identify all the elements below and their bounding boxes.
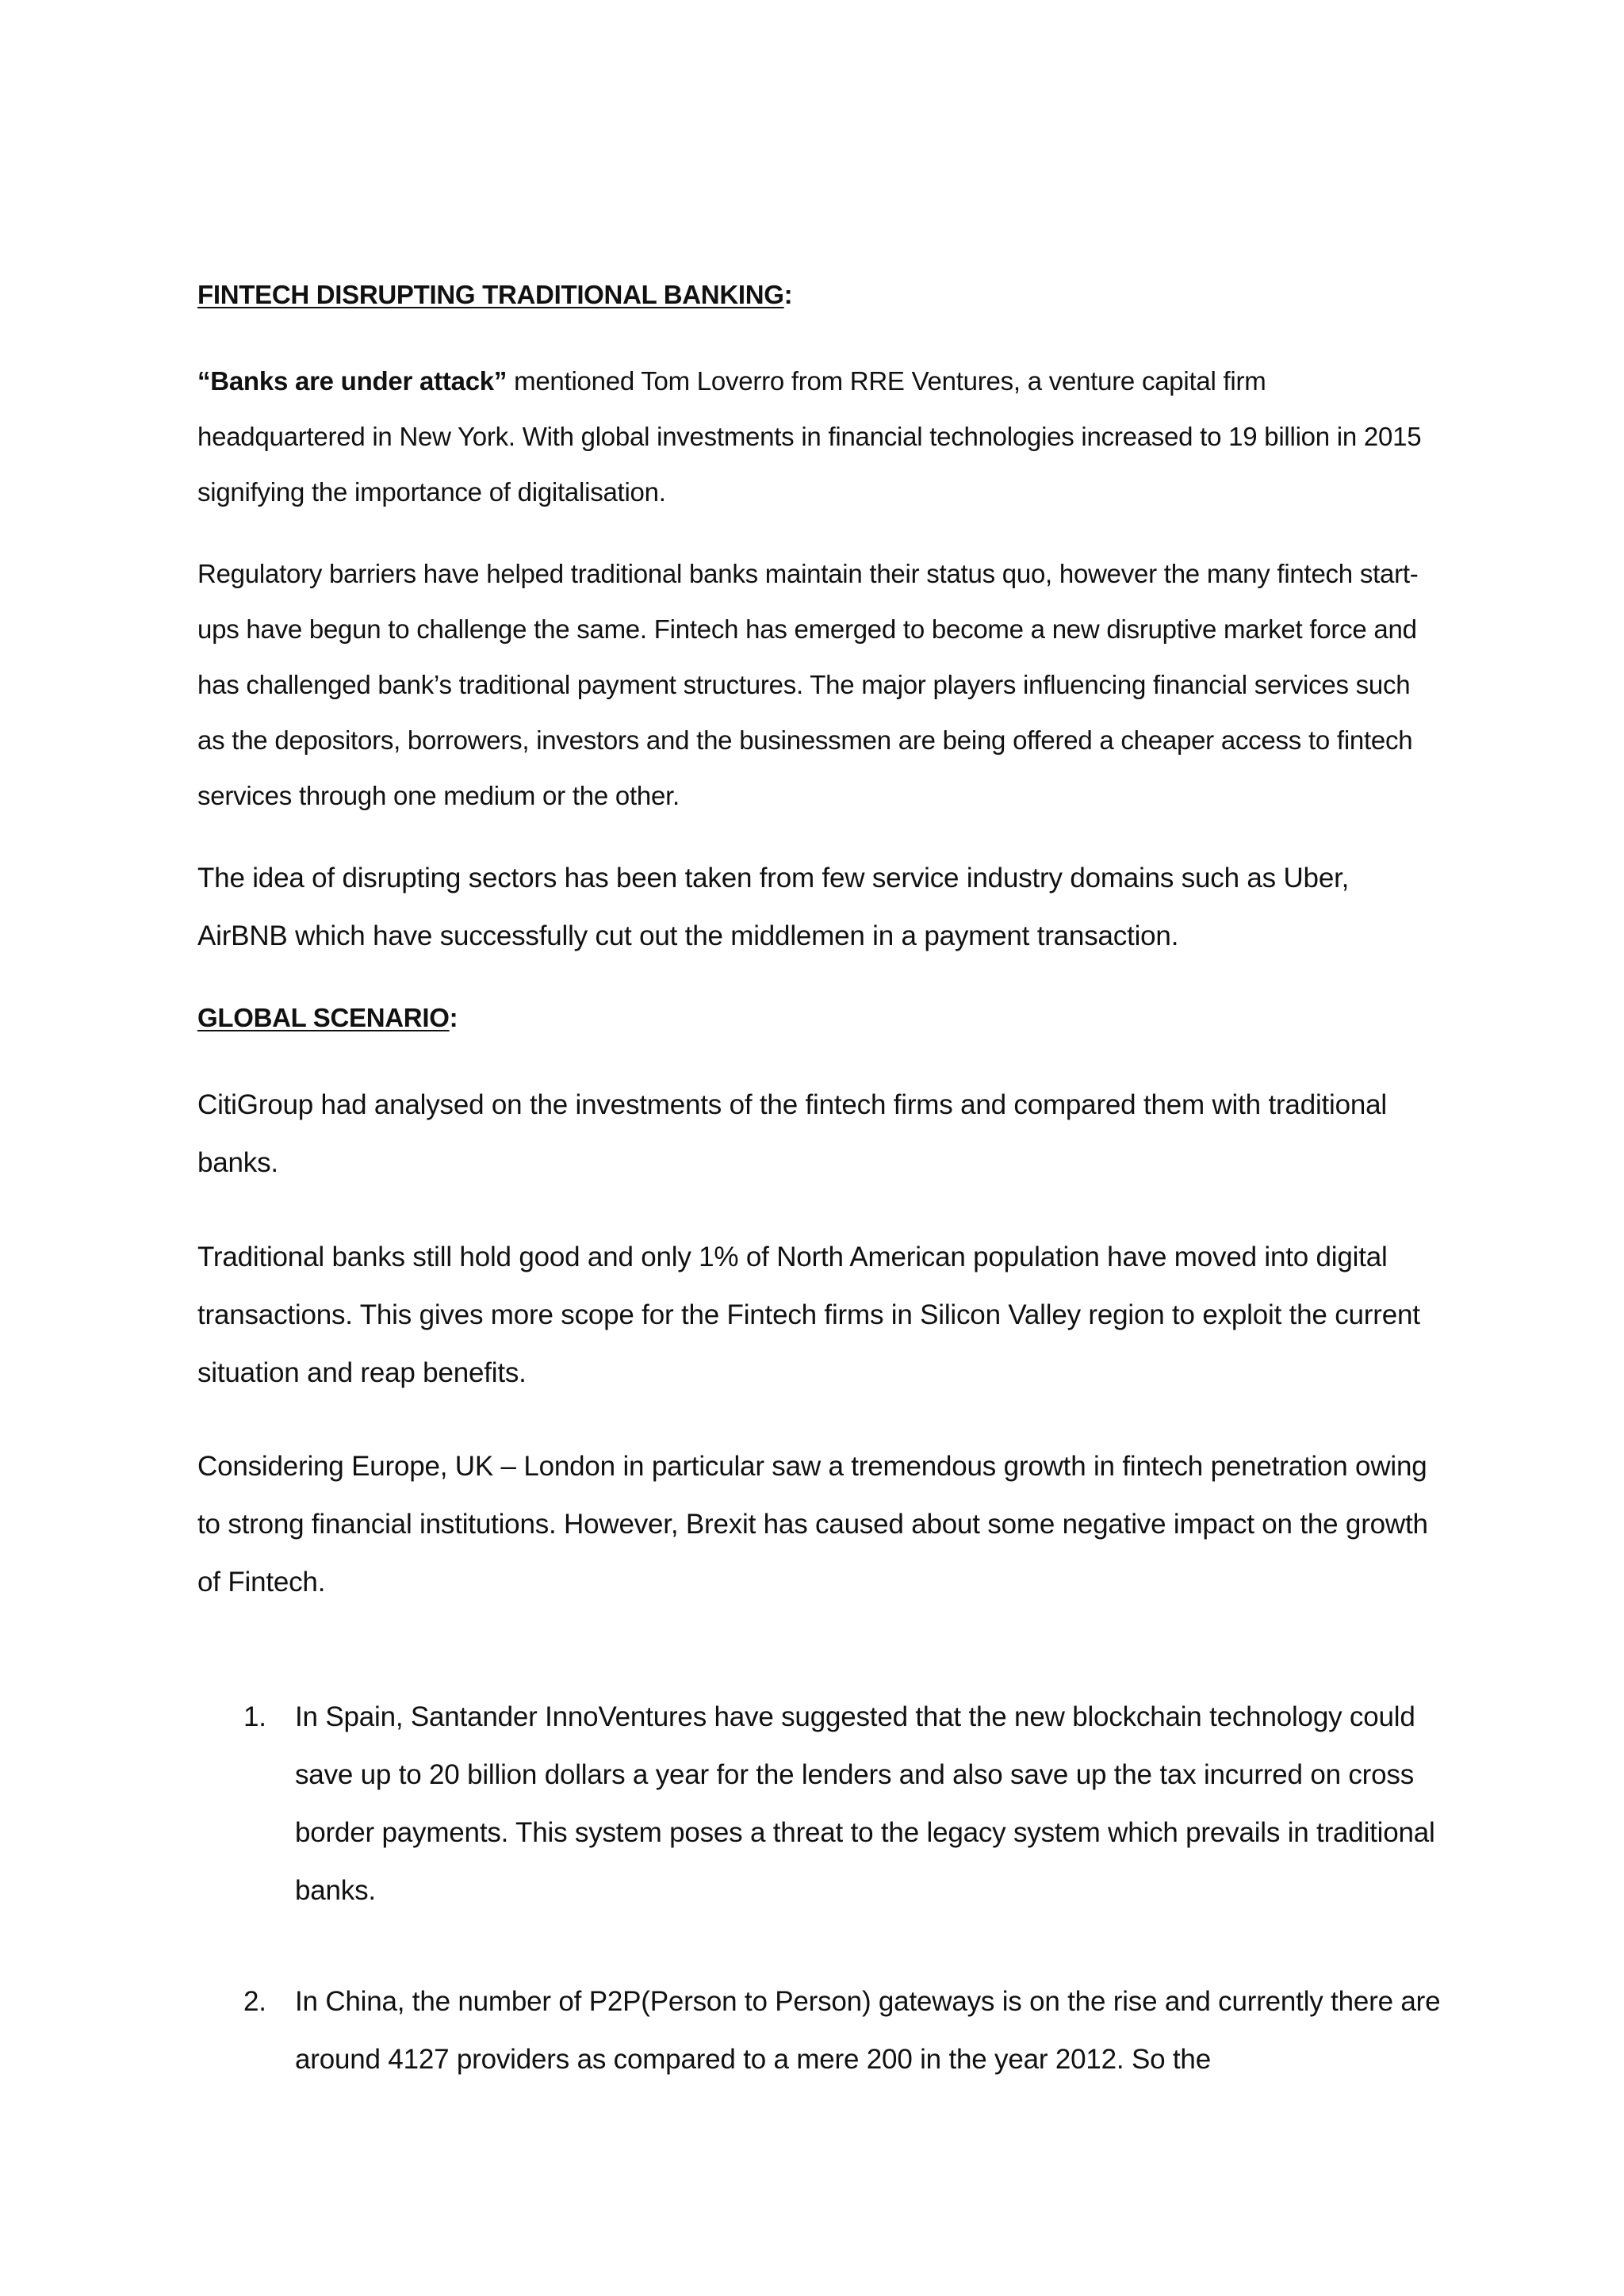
list-item-text: In China, the number of P2P(Person to Person) gateways is on the rise and currently there are around 4127 providers as compared to a mere 200 in the year 2012. So the: [295, 1986, 1441, 2075]
paragraph-regulatory-barriers: Regulatory barriers have helped traditional banks maintain their status quo, however the many fintech start-ups have begun to challenge the same. Fintech has emerged to become a new disruptive market force and has challenged bank’s traditional payment structures. The major players influencing financial services such as the depositors, borrowers, investors and the businessmen are being offered a cheaper access to fintech services through one medium or the other.: [197, 559, 1419, 810]
list-item-spain: [243, 1688, 1445, 1919]
paragraph-europe: Considering Europe, UK – London in particular saw a tremendous growth in fintech penetration owing to strong financial institutions. However, Brexit has caused about some negative impact on the growth of Fintech.: [197, 1451, 1428, 1598]
list-item-text: In Spain, Santander InnoVentures have suggested that the new blockchain technology could save up to 20 billion dollars a year for the lenders and also save up the tax incurred on cross border payments. This system poses a threat to the legacy system which prevails in traditional banks.: [295, 1701, 1435, 1906]
paragraph-disrupting-sectors: The idea of disrupting sectors has been taken from few service industry domains such as Uber, AirBNB which have successfully cut out the middlemen in a payment transaction.: [197, 863, 1350, 951]
section-heading-global-scenario-text: GLOBAL SCENARIO: [197, 1003, 450, 1032]
section-heading-fintech-colon: :: [783, 280, 793, 309]
paragraph-banks-under-attack-text: mentioned Tom Loverro from RRE Ventures, a venture capital firm headquartered in New York. With global investments in financial technologies increased to 19 billion in 2015 signifying the importance of digitalisation.: [197, 366, 1422, 507]
section-heading-global-scenario-colon: :: [449, 1003, 458, 1032]
paragraph-citigroup: CitiGroup had analysed on the investments of the fintech firms and compared them with traditional banks.: [197, 1089, 1388, 1178]
section-heading-fintech: [197, 279, 1434, 311]
list-number: 1.: [243, 1701, 266, 1732]
section-heading-global-scenario: [197, 1002, 1434, 1034]
list-item-china: [243, 1973, 1445, 2088]
list-number: 2.: [243, 1986, 266, 2017]
section-heading-fintech-text: FINTECH DISRUPTING TRADITIONAL BANKING: [197, 280, 784, 309]
quote-banks-under-attack: “Banks are under attack”: [197, 366, 508, 396]
paragraph-traditional-banks: Traditional banks still hold good and only 1% of North American population have moved into digital transactions. This gives more scope for the Fintech firms in Silicon Valley region to exploit the current situation and reap benefits.: [197, 1242, 1420, 1388]
paragraph-banks-under-attack: [197, 354, 1434, 520]
